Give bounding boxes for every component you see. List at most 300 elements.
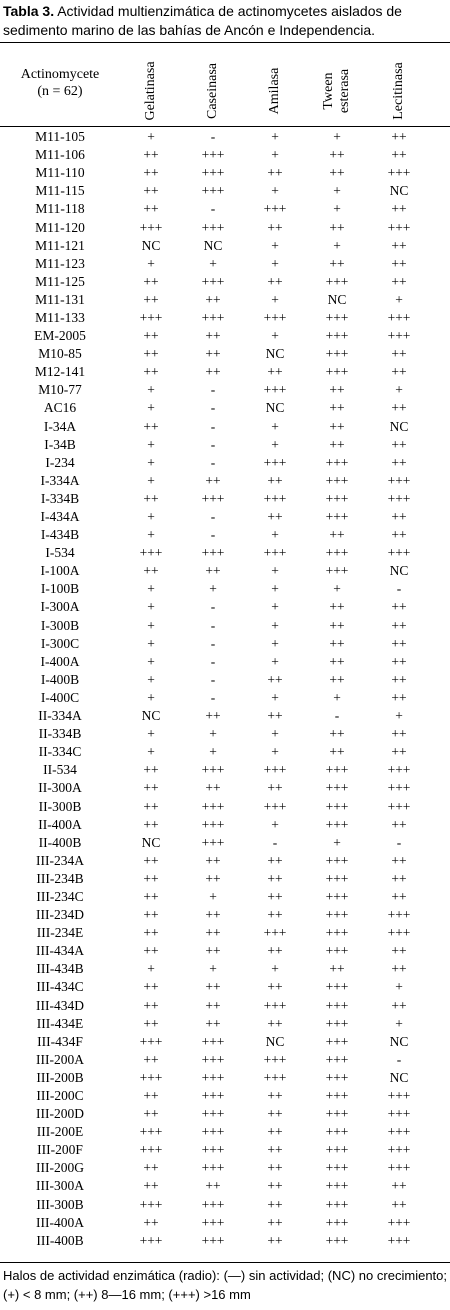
activity-cell: +++ bbox=[325, 472, 349, 488]
table-row bbox=[0, 1141, 450, 1159]
activity-cell: + bbox=[147, 961, 155, 977]
strain-cell: I-434A bbox=[40, 509, 80, 525]
activity-cell: +++ bbox=[201, 816, 225, 832]
activity-cell: ++ bbox=[143, 979, 159, 995]
activity-cell: + bbox=[147, 472, 155, 488]
activity-cell: + bbox=[271, 599, 279, 615]
activity-cell: ++ bbox=[143, 888, 159, 904]
activity-cell: +++ bbox=[325, 1160, 349, 1176]
activity-cell: +++ bbox=[387, 1106, 411, 1122]
activity-cell: ++ bbox=[329, 382, 345, 398]
activity-cell: +++ bbox=[387, 925, 411, 941]
header-caseinasa-label: Caseinasa bbox=[205, 63, 220, 119]
activity-cell: + bbox=[333, 834, 341, 850]
header-amilasa bbox=[244, 58, 306, 124]
activity-cell: NC bbox=[265, 346, 285, 362]
table-row bbox=[0, 997, 450, 1015]
table-row bbox=[0, 255, 450, 273]
activity-cell: ++ bbox=[143, 291, 159, 307]
activity-cell: ++ bbox=[329, 726, 345, 742]
strain-cell: III-234B bbox=[36, 870, 84, 886]
strain-cell: III-200E bbox=[36, 1124, 84, 1140]
table-row bbox=[0, 164, 450, 182]
activity-cell: NC bbox=[203, 237, 223, 253]
activity-cell: + bbox=[333, 237, 341, 253]
activity-cell: +++ bbox=[263, 762, 287, 778]
activity-cell: ++ bbox=[329, 400, 345, 416]
activity-cell: + bbox=[271, 237, 279, 253]
activity-cell: ++ bbox=[267, 888, 283, 904]
activity-cell: ++ bbox=[391, 653, 407, 669]
activity-cell: +++ bbox=[201, 273, 225, 289]
activity-cell: +++ bbox=[201, 798, 225, 814]
strain-cell: III-434F bbox=[37, 1033, 83, 1049]
activity-cell: +++ bbox=[325, 328, 349, 344]
strain-cell: I-400C bbox=[40, 689, 80, 705]
activity-cell: ++ bbox=[143, 346, 159, 362]
activity-cell: +++ bbox=[139, 1124, 163, 1140]
activity-cell: +++ bbox=[325, 1178, 349, 1194]
activity-cell: +++ bbox=[139, 219, 163, 235]
strain-cell: I-434B bbox=[40, 527, 80, 543]
activity-cell: + bbox=[147, 635, 155, 651]
activity-cell: +++ bbox=[263, 309, 287, 325]
activity-cell: NC bbox=[389, 418, 409, 434]
strain-cell: III-200A bbox=[36, 1051, 84, 1067]
activity-cell: +++ bbox=[325, 780, 349, 796]
strain-cell: I-234 bbox=[45, 454, 75, 470]
activity-cell: +++ bbox=[325, 798, 349, 814]
activity-cell: ++ bbox=[391, 436, 407, 452]
activity-cell: +++ bbox=[387, 762, 411, 778]
table-row bbox=[0, 273, 450, 291]
activity-cell: ++ bbox=[329, 744, 345, 760]
activity-cell: ++ bbox=[267, 219, 283, 235]
strain-cell: EM-2005 bbox=[34, 328, 86, 344]
activity-cell: + bbox=[271, 129, 279, 145]
activity-cell: ++ bbox=[205, 852, 221, 868]
strain-cell: I-334A bbox=[40, 472, 80, 488]
activity-cell: ++ bbox=[391, 255, 407, 271]
table-row bbox=[0, 345, 450, 363]
activity-cell: +++ bbox=[139, 1196, 163, 1212]
activity-cell: +++ bbox=[325, 509, 349, 525]
activity-cell: +++ bbox=[325, 997, 349, 1013]
strain-cell: M11-133 bbox=[35, 309, 85, 325]
strain-cell: III-300B bbox=[36, 1196, 84, 1212]
activity-cell: +++ bbox=[263, 798, 287, 814]
header-bottom-rule bbox=[0, 126, 450, 127]
activity-cell: + bbox=[271, 744, 279, 760]
activity-cell: +++ bbox=[325, 1142, 349, 1158]
activity-cell: + bbox=[147, 436, 155, 452]
activity-cell: ++ bbox=[143, 1106, 159, 1122]
activity-cell: +++ bbox=[387, 1160, 411, 1176]
activity-cell: +++ bbox=[201, 1069, 225, 1085]
table-row bbox=[0, 852, 450, 870]
table-row bbox=[0, 418, 450, 436]
activity-cell: ++ bbox=[267, 1124, 283, 1140]
table-row bbox=[0, 942, 450, 960]
activity-cell: +++ bbox=[139, 309, 163, 325]
activity-cell: ++ bbox=[391, 454, 407, 470]
activity-cell: +++ bbox=[263, 454, 287, 470]
strain-cell: III-200D bbox=[36, 1106, 84, 1122]
activity-cell: ++ bbox=[143, 1178, 159, 1194]
strain-cell: III-434B bbox=[36, 961, 84, 977]
activity-cell: ++ bbox=[391, 726, 407, 742]
activity-cell: + bbox=[147, 454, 155, 470]
activity-cell: ++ bbox=[391, 997, 407, 1013]
activity-cell: +++ bbox=[201, 1106, 225, 1122]
strain-cell: M11-125 bbox=[35, 273, 85, 289]
activity-cell: ++ bbox=[329, 671, 345, 687]
activity-cell: ++ bbox=[143, 418, 159, 434]
activity-cell: + bbox=[271, 328, 279, 344]
strain-cell: III-300A bbox=[36, 1178, 84, 1194]
table-row bbox=[0, 1033, 450, 1051]
activity-cell: +++ bbox=[387, 1214, 411, 1230]
activity-cell: NC bbox=[389, 563, 409, 579]
strain-cell: I-300B bbox=[40, 617, 80, 633]
table-row bbox=[0, 1232, 450, 1250]
activity-cell: ++ bbox=[205, 346, 221, 362]
activity-cell: ++ bbox=[267, 1196, 283, 1212]
activity-cell: +++ bbox=[325, 563, 349, 579]
activity-cell: +++ bbox=[201, 1124, 225, 1140]
activity-cell: +++ bbox=[387, 780, 411, 796]
strain-cell: III-234E bbox=[36, 925, 84, 941]
activity-cell: ++ bbox=[143, 1015, 159, 1031]
activity-cell: ++ bbox=[143, 762, 159, 778]
table-row bbox=[0, 834, 450, 852]
header-actinomycete-label: Actinomycete bbox=[20, 67, 100, 82]
activity-cell: +++ bbox=[325, 1015, 349, 1031]
activity-cell: ++ bbox=[391, 509, 407, 525]
activity-cell: - bbox=[210, 400, 216, 416]
activity-cell: + bbox=[271, 726, 279, 742]
activity-cell: + bbox=[271, 147, 279, 163]
activity-cell: - bbox=[210, 436, 216, 452]
activity-cell: NC bbox=[141, 237, 161, 253]
activity-cell: ++ bbox=[267, 273, 283, 289]
activity-cell: ++ bbox=[205, 1178, 221, 1194]
activity-cell: +++ bbox=[263, 490, 287, 506]
activity-cell: ++ bbox=[143, 165, 159, 181]
activity-cell: + bbox=[271, 653, 279, 669]
activity-cell: NC bbox=[389, 1069, 409, 1085]
activity-cell: ++ bbox=[205, 291, 221, 307]
strain-cell: M11-118 bbox=[35, 201, 85, 217]
activity-cell: ++ bbox=[205, 472, 221, 488]
activity-cell: ++ bbox=[205, 979, 221, 995]
activity-cell: - bbox=[210, 527, 216, 543]
activity-cell: ++ bbox=[391, 400, 407, 416]
strain-cell: I-300C bbox=[40, 635, 80, 651]
table-row bbox=[0, 363, 450, 381]
activity-cell: ++ bbox=[267, 870, 283, 886]
activity-cell: + bbox=[395, 382, 403, 398]
activity-cell: ++ bbox=[267, 1160, 283, 1176]
activity-cell: ++ bbox=[267, 472, 283, 488]
header-tween-line2: esterasa bbox=[337, 68, 352, 114]
activity-cell: ++ bbox=[391, 689, 407, 705]
activity-cell: + bbox=[271, 291, 279, 307]
activity-cell: - bbox=[210, 129, 216, 145]
activity-cell: ++ bbox=[205, 1015, 221, 1031]
activity-cell: +++ bbox=[387, 472, 411, 488]
activity-cell: + bbox=[147, 671, 155, 687]
table-row bbox=[0, 508, 450, 526]
header-tween-esterasa bbox=[306, 58, 368, 124]
header-tween-line1: Tween bbox=[321, 72, 336, 110]
activity-cell: ++ bbox=[391, 273, 407, 289]
strain-cell: M11-106 bbox=[35, 147, 85, 163]
activity-cell: +++ bbox=[263, 382, 287, 398]
header-gelatinasa bbox=[120, 58, 182, 124]
table-row bbox=[0, 671, 450, 689]
activity-cell: NC bbox=[327, 291, 347, 307]
strain-cell: I-100A bbox=[40, 563, 80, 579]
activity-cell: - bbox=[210, 653, 216, 669]
activity-cell: ++ bbox=[391, 744, 407, 760]
activity-cell: - bbox=[210, 201, 216, 217]
activity-cell: ++ bbox=[205, 364, 221, 380]
activity-cell: ++ bbox=[143, 943, 159, 959]
activity-cell: + bbox=[147, 527, 155, 543]
table-row bbox=[0, 816, 450, 834]
header-actinomycete bbox=[0, 66, 120, 100]
activity-cell: +++ bbox=[201, 309, 225, 325]
table-caption bbox=[3, 2, 449, 40]
strain-cell: I-334B bbox=[40, 490, 80, 506]
table-row bbox=[0, 200, 450, 218]
activity-cell: ++ bbox=[267, 364, 283, 380]
activity-cell: - bbox=[210, 689, 216, 705]
strain-cell: III-234A bbox=[36, 852, 84, 868]
strain-cell: M11-115 bbox=[35, 183, 85, 199]
activity-cell: ++ bbox=[143, 273, 159, 289]
activity-cell: ++ bbox=[267, 165, 283, 181]
activity-cell: +++ bbox=[139, 1069, 163, 1085]
activity-cell: ++ bbox=[391, 961, 407, 977]
strain-cell: II-334C bbox=[38, 744, 82, 760]
table-top-rule bbox=[0, 42, 450, 43]
strain-cell: M11-131 bbox=[35, 291, 85, 307]
activity-cell: +++ bbox=[387, 309, 411, 325]
activity-cell: ++ bbox=[143, 816, 159, 832]
activity-cell: +++ bbox=[201, 834, 225, 850]
activity-cell: + bbox=[147, 689, 155, 705]
activity-cell: ++ bbox=[391, 129, 407, 145]
strain-cell: III-434A bbox=[36, 943, 84, 959]
activity-cell: + bbox=[333, 581, 341, 597]
activity-cell: +++ bbox=[325, 454, 349, 470]
activity-cell: + bbox=[209, 744, 217, 760]
activity-cell: + bbox=[271, 183, 279, 199]
activity-cell: ++ bbox=[205, 907, 221, 923]
strain-cell: III-200F bbox=[37, 1142, 83, 1158]
activity-cell: +++ bbox=[325, 1232, 349, 1248]
activity-cell: + bbox=[147, 599, 155, 615]
activity-cell: ++ bbox=[143, 925, 159, 941]
strain-cell: III-434D bbox=[36, 997, 84, 1013]
activity-cell: +++ bbox=[325, 1088, 349, 1104]
table-row bbox=[0, 544, 450, 562]
table-row bbox=[0, 707, 450, 725]
activity-cell: + bbox=[209, 888, 217, 904]
activity-cell: ++ bbox=[329, 635, 345, 651]
activity-cell: ++ bbox=[143, 183, 159, 199]
table-row bbox=[0, 146, 450, 164]
strain-cell: III-400B bbox=[36, 1232, 84, 1248]
activity-cell: +++ bbox=[263, 201, 287, 217]
activity-cell: - bbox=[334, 708, 340, 724]
activity-cell: ++ bbox=[143, 1088, 159, 1104]
strain-cell: II-400B bbox=[38, 834, 82, 850]
table-row bbox=[0, 562, 450, 580]
table-row bbox=[0, 1105, 450, 1123]
table-caption-lead: Tabla 3. bbox=[3, 3, 55, 19]
table-row bbox=[0, 725, 450, 743]
strain-cell: M11-123 bbox=[35, 255, 85, 271]
strain-cell: M11-105 bbox=[35, 129, 85, 145]
activity-cell: +++ bbox=[387, 1142, 411, 1158]
strain-cell: AC16 bbox=[43, 400, 77, 416]
activity-cell: ++ bbox=[267, 852, 283, 868]
activity-cell: ++ bbox=[329, 418, 345, 434]
activity-cell: +++ bbox=[387, 545, 411, 561]
activity-cell: +++ bbox=[201, 762, 225, 778]
activity-cell: +++ bbox=[263, 997, 287, 1013]
activity-cell: ++ bbox=[205, 780, 221, 796]
activity-cell: + bbox=[271, 635, 279, 651]
table-row bbox=[0, 580, 450, 598]
activity-cell: ++ bbox=[267, 671, 283, 687]
activity-cell: + bbox=[209, 961, 217, 977]
activity-cell: +++ bbox=[325, 1214, 349, 1230]
activity-cell: - bbox=[210, 454, 216, 470]
table-row bbox=[0, 182, 450, 200]
activity-cell: +++ bbox=[387, 907, 411, 923]
activity-cell: - bbox=[396, 581, 402, 597]
activity-cell: ++ bbox=[143, 798, 159, 814]
table-row bbox=[0, 291, 450, 309]
activity-cell: + bbox=[147, 653, 155, 669]
activity-cell: ++ bbox=[267, 1214, 283, 1230]
activity-cell: NC bbox=[389, 183, 409, 199]
activity-cell: +++ bbox=[201, 165, 225, 181]
strain-cell: M11-120 bbox=[35, 219, 85, 235]
header-lecitinasa bbox=[368, 58, 430, 124]
activity-cell: + bbox=[147, 129, 155, 145]
table-row bbox=[0, 399, 450, 417]
activity-cell: - bbox=[396, 834, 402, 850]
activity-cell: NC bbox=[265, 1033, 285, 1049]
strain-cell: I-34A bbox=[43, 418, 77, 434]
table-row bbox=[0, 436, 450, 454]
activity-cell: +++ bbox=[387, 1232, 411, 1248]
activity-cell: ++ bbox=[267, 1232, 283, 1248]
activity-cell: + bbox=[271, 563, 279, 579]
strain-cell: III-234C bbox=[36, 888, 84, 904]
activity-cell: ++ bbox=[391, 870, 407, 886]
table-row bbox=[0, 617, 450, 635]
strain-cell: III-200G bbox=[36, 1160, 84, 1176]
table-row bbox=[0, 1123, 450, 1141]
strain-cell: M10-77 bbox=[38, 382, 82, 398]
activity-cell: + bbox=[333, 183, 341, 199]
table-row bbox=[0, 1015, 450, 1033]
activity-cell: +++ bbox=[201, 1088, 225, 1104]
activity-cell: ++ bbox=[391, 816, 407, 832]
strain-cell: M12-141 bbox=[34, 364, 86, 380]
table-row bbox=[0, 1087, 450, 1105]
header-tween-esterasa-label bbox=[321, 69, 353, 113]
activity-cell: + bbox=[147, 581, 155, 597]
strain-cell: II-534 bbox=[43, 762, 77, 778]
activity-cell: ++ bbox=[329, 219, 345, 235]
table-row bbox=[0, 978, 450, 996]
activity-cell: ++ bbox=[143, 870, 159, 886]
table-row bbox=[0, 1069, 450, 1087]
activity-cell: +++ bbox=[325, 1069, 349, 1085]
activity-cell: NC bbox=[141, 834, 161, 850]
activity-cell: ++ bbox=[267, 1015, 283, 1031]
activity-cell: ++ bbox=[143, 852, 159, 868]
strain-cell: III-434C bbox=[36, 979, 84, 995]
activity-cell: - bbox=[210, 635, 216, 651]
strain-cell: III-434E bbox=[36, 1015, 84, 1031]
activity-cell: +++ bbox=[387, 490, 411, 506]
activity-cell: ++ bbox=[391, 635, 407, 651]
activity-cell: ++ bbox=[267, 780, 283, 796]
activity-cell: +++ bbox=[263, 545, 287, 561]
strain-cell: III-234D bbox=[36, 907, 84, 923]
activity-cell: ++ bbox=[391, 852, 407, 868]
strain-cell: I-534 bbox=[45, 545, 75, 561]
table-row bbox=[0, 472, 450, 490]
activity-cell: +++ bbox=[201, 545, 225, 561]
activity-cell: ++ bbox=[205, 943, 221, 959]
activity-cell: - bbox=[210, 509, 216, 525]
strain-cell: III-400A bbox=[36, 1214, 84, 1230]
activity-cell: ++ bbox=[205, 925, 221, 941]
activity-cell: +++ bbox=[325, 816, 349, 832]
activity-cell: +++ bbox=[325, 762, 349, 778]
table-row bbox=[0, 598, 450, 616]
activity-cell: ++ bbox=[205, 563, 221, 579]
activity-cell: ++ bbox=[329, 961, 345, 977]
strain-cell: II-300A bbox=[38, 780, 82, 796]
activity-cell: +++ bbox=[325, 888, 349, 904]
activity-cell: +++ bbox=[325, 979, 349, 995]
strain-cell: III-200C bbox=[36, 1088, 84, 1104]
activity-cell: ++ bbox=[143, 780, 159, 796]
activity-cell: +++ bbox=[139, 1232, 163, 1248]
activity-cell: + bbox=[209, 255, 217, 271]
table-bottom-rule bbox=[0, 1262, 450, 1263]
table-row bbox=[0, 128, 450, 146]
activity-cell: +++ bbox=[325, 490, 349, 506]
table-row bbox=[0, 779, 450, 797]
activity-cell: +++ bbox=[201, 1160, 225, 1176]
activity-cell: + bbox=[209, 581, 217, 597]
activity-cell: + bbox=[395, 979, 403, 995]
activity-cell: ++ bbox=[391, 943, 407, 959]
activity-cell: NC bbox=[141, 708, 161, 724]
activity-cell: ++ bbox=[391, 147, 407, 163]
